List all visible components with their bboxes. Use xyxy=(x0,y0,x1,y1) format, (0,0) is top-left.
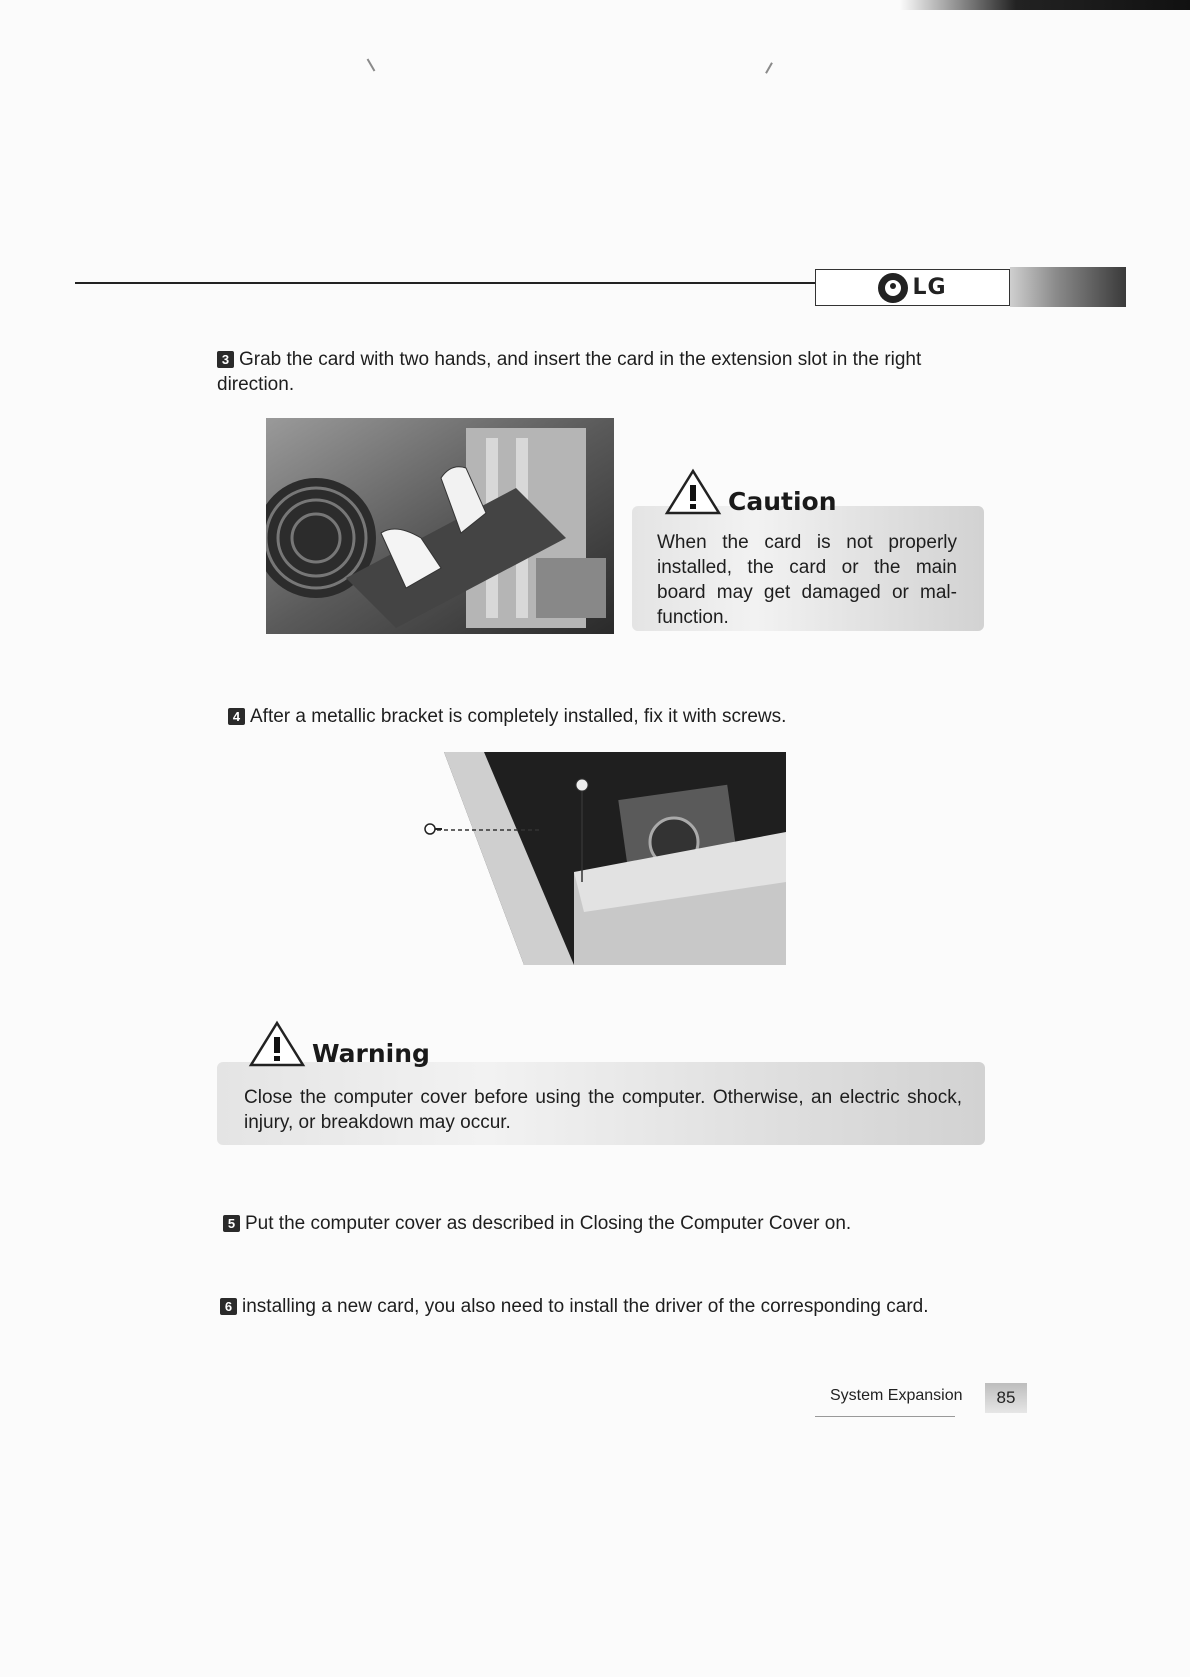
caution-text: When the card is not properly installed, the card or the main board may get damaged or mal-function. xyxy=(657,532,957,628)
scan-speck xyxy=(765,62,773,73)
warning-text: Close the computer cover before using the computer. Otherwise, an electric shock, injury, or breakdown may occur. xyxy=(244,1087,962,1133)
page-number: 85 xyxy=(985,1383,1027,1413)
step-text: Grab the card with two hands, and insert the card in the extension slot in the right direction. xyxy=(217,349,922,395)
step-3 xyxy=(217,347,962,397)
logo-text: LG xyxy=(912,275,947,300)
footer-rule xyxy=(815,1416,955,1417)
step-number: 3 xyxy=(217,351,234,368)
photo-inserting-card xyxy=(266,418,614,634)
step-number: 4 xyxy=(228,708,245,725)
header-tab xyxy=(1010,267,1126,307)
step-text: installing a new card, you also need to install the driver of the corresponding card. xyxy=(242,1296,929,1317)
scan-speck xyxy=(367,58,376,71)
step-4 xyxy=(228,704,968,729)
step-6 xyxy=(220,1294,1000,1319)
header-rule xyxy=(75,282,815,284)
scan-edge-bar xyxy=(900,0,1190,10)
caution-triangle-icon xyxy=(664,468,722,516)
footer-section-title: System Expansion xyxy=(830,1387,963,1404)
step-5 xyxy=(223,1211,983,1236)
step-number: 5 xyxy=(223,1215,240,1232)
step-text: Put the computer cover as described in Closing the Computer Cover on. xyxy=(245,1213,852,1234)
warning-title: Warning xyxy=(312,1039,430,1068)
screw-icon xyxy=(424,822,442,836)
warning-heading xyxy=(248,1020,430,1068)
photo-screwing-bracket xyxy=(424,752,786,965)
warning-triangle-icon xyxy=(248,1020,306,1068)
step-number: 6 xyxy=(220,1298,237,1315)
caution-title: Caution xyxy=(728,487,837,516)
brand-logo xyxy=(815,269,1010,306)
caution-heading xyxy=(664,468,837,516)
step-text: After a metallic bracket is completely installed, fix it with screws. xyxy=(250,706,787,727)
lg-logo-icon xyxy=(878,273,908,303)
